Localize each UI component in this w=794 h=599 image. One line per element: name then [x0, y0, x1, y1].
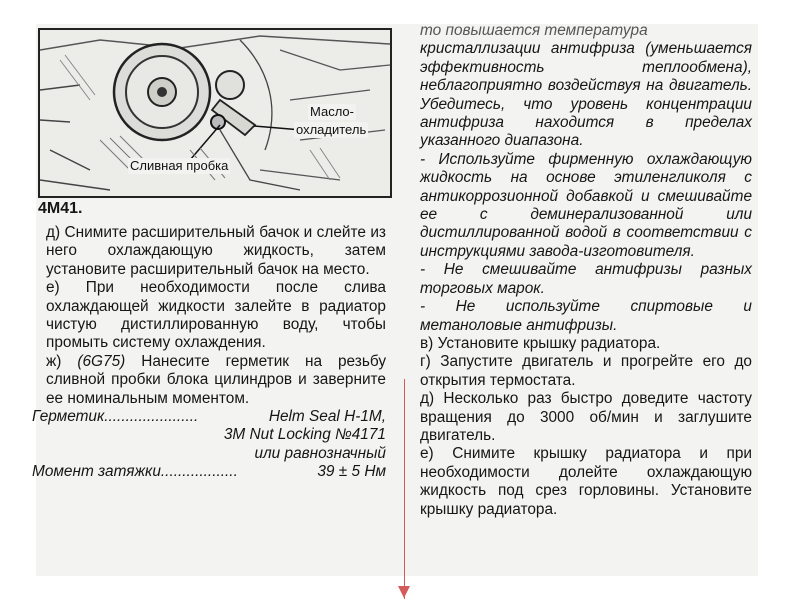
engine-figure	[38, 28, 392, 198]
figure-caption: 4M41.	[38, 200, 83, 217]
torque-label: Момент затяжки	[32, 463, 161, 481]
step-zh-paragraph	[46, 353, 386, 408]
sealant-value-3: или равнозначный	[254, 444, 386, 462]
step-g-paragraph: г) Запустите двигатель и прогрейте его до открытия термостата.	[420, 353, 752, 389]
oil-cooler-label-line1: Масло-	[310, 104, 354, 119]
scanned-page	[32, 22, 758, 576]
sealant-label: Герметик	[32, 408, 105, 426]
use-branded-coolant-note: - Используйте фирменную охлаждающую жидкость на основе этиленгликоля с антикоррозионной добавкой и смешивайте ее с деминерализованной или дистиллированной водой в соответствии с инструкциями завода-изготовителя.	[420, 150, 752, 260]
step-zh-text: Нанесите герметик на резьбу сливной пробки блока цилиндров и заверните ее номинальным моментом.	[46, 352, 387, 407]
antifreeze-warning: кристаллизации антифриза (уменьшается эффективность теплообмена), неблагоприятно воздействуя на двигатель. Убедитесь, что уровень концентрации антифриза находится в пределах указанного диапазона.	[420, 40, 752, 150]
torque-dots: ..................	[160, 463, 238, 481]
step-e-paragraph: е) При необходимости после слива охлаждающей жидкости залейте в радиатор чистую дистиллированную воду, чтобы промыть систему охлаждения.	[46, 279, 386, 352]
step-zh-model: (6G75)	[77, 352, 126, 370]
step-d2-paragraph: д) Несколько раз быстро доведите частоту вращения до 3000 об/мин и заглушите двигатель.	[420, 390, 752, 444]
sealant-spec	[32, 408, 386, 482]
do-not-mix-note: - Не смешивайте антифризы разных торговых марок.	[420, 261, 752, 297]
oil-cooler-label-line2: охладитель	[296, 122, 367, 137]
sealant-value-1: Helm Seal H-1M,	[268, 408, 386, 426]
no-alcohol-antifreeze-note: - Не используйте спиртовые и метаноловые антифризы.	[420, 298, 752, 334]
right-column	[420, 22, 752, 519]
step-e2-paragraph: е) Снимите крышку радиатора и при необходимости долейте охлаждающую жидкость под срез горловины. Установите крышку радиатора.	[420, 445, 752, 518]
step-d-paragraph: д) Снимите расширительный бачок и слейте из него охлаждающую жидкость, затем установите расширительный бачок на место.	[46, 224, 386, 278]
step-v-paragraph: в) Установите крышку радиатора.	[420, 334, 661, 352]
left-column	[32, 224, 387, 482]
red-arrow-icon	[398, 586, 410, 598]
red-divider-line	[404, 379, 405, 599]
drain-plug-label: Сливная пробка	[130, 158, 229, 173]
sealant-value-2: 3M Nut Locking №4171	[223, 426, 386, 444]
cut-top-line: то повышается температура	[420, 22, 648, 39]
step-zh-prefix: ж)	[46, 352, 62, 370]
sealant-dots: ......................	[104, 408, 199, 426]
torque-value: 39 ± 5 Нм	[317, 463, 386, 481]
